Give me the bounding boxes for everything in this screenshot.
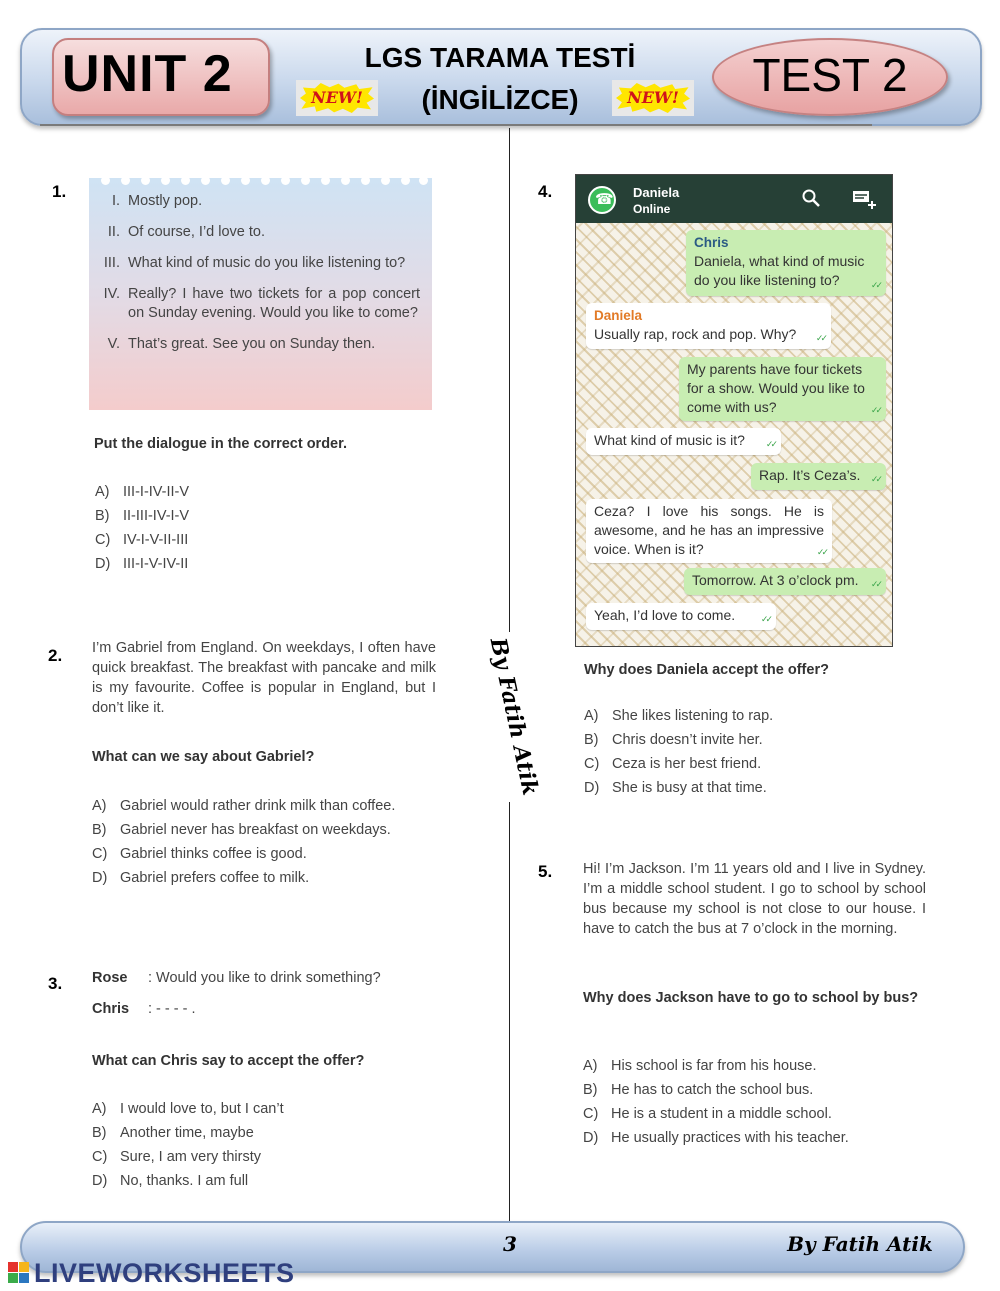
chat-message-received: Yeah, I’d love to come. ✓✓ xyxy=(586,603,776,630)
question-stem: Put the dialogue in the correct order. xyxy=(94,436,347,452)
search-icon xyxy=(802,189,820,207)
header-underline xyxy=(40,124,872,126)
answer-options xyxy=(583,1054,849,1150)
answer-option[interactable]: B) Chris doesn’t invite her. xyxy=(584,732,763,748)
dialogue-line: V. That’s great. See you on Sunday then. xyxy=(107,336,376,352)
answer-options xyxy=(92,794,395,890)
question-stem: What can we say about Gabriel? xyxy=(92,749,315,765)
answer-option[interactable]: A) His school is far from his house. xyxy=(583,1058,817,1074)
answer-option[interactable]: B) Another time, maybe xyxy=(92,1125,254,1141)
liveworksheets-logo-icon xyxy=(8,1262,30,1284)
answer-option[interactable]: D) Gabriel prefers coffee to milk. xyxy=(92,870,310,886)
read-ticks-icon: ✓✓ xyxy=(870,405,880,415)
unit-label: UNIT 2 xyxy=(62,45,233,103)
answer-option[interactable]: C) IV-I-V-II-III xyxy=(95,532,189,548)
chat-message-received: Daniela Usually rap, rock and pop. Why? ✓✓ xyxy=(586,303,831,349)
answer-option[interactable]: B) Gabriel never has breakfast on weekdays. xyxy=(92,822,391,838)
chat-header xyxy=(576,175,893,223)
read-ticks-icon: ✓✓ xyxy=(760,614,770,624)
answer-option[interactable]: C) Sure, I am very thirsty xyxy=(92,1149,262,1165)
answer-option[interactable]: D) No, thanks. I am full xyxy=(92,1173,249,1189)
new-badge-label: NEW! xyxy=(627,88,679,107)
chat-message-sent: Rap. It’s Ceza’s. ✓✓ xyxy=(751,463,886,490)
read-ticks-icon: ✓✓ xyxy=(815,333,825,343)
question-number: 2. xyxy=(48,646,63,665)
answer-options xyxy=(92,1097,284,1193)
page-number: 3 xyxy=(503,1232,517,1256)
answer-option[interactable]: B) II-III-IV-I-V xyxy=(95,508,190,524)
read-ticks-icon: ✓✓ xyxy=(870,579,880,589)
new-badge-left xyxy=(296,80,378,116)
chat-message-received: Ceza? I love his songs. He is awesome, and he has an impressive voice. When is it? ✓✓ xyxy=(586,499,832,563)
question-number: 3. xyxy=(48,974,63,993)
test-subtitle: (İNGİLİZCE) xyxy=(421,84,579,115)
answer-option[interactable]: C) He is a student in a middle school. xyxy=(583,1106,832,1122)
dialogue-lines xyxy=(98,192,420,366)
answer-option[interactable]: B) He has to catch the school bus. xyxy=(583,1082,814,1098)
whatsapp-icon xyxy=(588,186,616,214)
question-number: 5. xyxy=(538,862,553,881)
author-signature-vertical: By Fatih Atik xyxy=(484,635,544,798)
question-stem: Why does Daniela accept the offer? xyxy=(584,662,829,678)
chat-messages xyxy=(576,223,893,647)
answer-option[interactable]: D) He usually practices with his teacher. xyxy=(583,1130,849,1146)
read-ticks-icon: ✓✓ xyxy=(870,474,880,484)
reading-passage: Hi! I’m Jackson. I’m 11 years old and I live in Sydney. I’m a middle school student. I go to school by school bus because my school is not close to our house. I have to catch the bus at 7 o’clock in the morning. xyxy=(583,861,926,937)
chat-contact-name: Daniela xyxy=(633,185,680,200)
chat-message-sent: Chris Daniela, what kind of music do you like listening to? ✓✓ xyxy=(686,230,886,296)
read-ticks-icon: ✓✓ xyxy=(870,280,880,290)
question-number: 4. xyxy=(538,182,553,201)
chat-message-received: What kind of music is it? ✓✓ xyxy=(586,428,781,455)
dialogue-line: Rose : Would you like to drink something? xyxy=(92,970,381,986)
dialogue-line: Chris : - - - - . xyxy=(92,1001,196,1017)
whatsapp-chat xyxy=(575,174,893,647)
answer-option[interactable]: A) I would love to, but I can’t xyxy=(92,1101,284,1117)
dialogue-line: I. Mostly pop. xyxy=(111,193,203,209)
chat-message-sent: Tomorrow. At 3 o’clock pm. ✓✓ xyxy=(684,568,886,595)
answer-option[interactable]: A) Gabriel would rather drink milk than coffee. xyxy=(92,798,396,814)
question-stem: Why does Jackson have to go to school by bus? xyxy=(583,990,919,1006)
read-ticks-icon: ✓✓ xyxy=(765,439,775,449)
answer-option[interactable]: D) III-I-V-IV-II xyxy=(95,556,189,572)
dialogue-line: IV. Really? I have two tickets for a pop concert on Sunday evening. Would you like to come? xyxy=(103,286,420,321)
reading-passage: I’m Gabriel from England. On weekdays, I often have quick breakfast. The breakfast with pancake and milk is my favourite. Coffee is popular in England, but I don’t like it. xyxy=(92,640,436,716)
answer-options xyxy=(95,480,189,576)
note-binding-holes xyxy=(89,176,432,186)
answer-option[interactable]: A) III-I-IV-II-V xyxy=(95,484,190,500)
read-ticks-icon: ✓✓ xyxy=(816,547,826,557)
chat-message-sent: My parents have four tickets for a show. Would you like to come with us? ✓✓ xyxy=(679,357,886,421)
question-number: 1. xyxy=(52,182,67,201)
new-badge-label: NEW! xyxy=(311,88,363,107)
dialogue-line: II. Of course, I’d love to. xyxy=(107,224,266,240)
new-badge-right xyxy=(612,80,694,116)
test-number-label: TEST 2 xyxy=(752,49,908,101)
author-signature: By Fatih Atik xyxy=(787,1232,933,1256)
new-chat-icon xyxy=(852,189,876,209)
question-stem: What can Chris say to accept the offer? xyxy=(92,1053,365,1069)
chat-contact-status: Online xyxy=(633,202,671,216)
dialogue-line: III. What kind of music do you like listening to? xyxy=(103,255,406,271)
answer-options xyxy=(584,704,773,800)
answer-option[interactable]: C) Ceza is her best friend. xyxy=(584,756,762,772)
answer-option[interactable]: C) Gabriel thinks coffee is good. xyxy=(92,846,307,862)
liveworksheets-brand[interactable]: LIVEWORKSHEETS xyxy=(34,1258,295,1288)
answer-option[interactable]: D) She is busy at that time. xyxy=(584,780,767,796)
test-title: LGS TARAMA TESTİ xyxy=(364,42,636,73)
answer-option[interactable]: A) She likes listening to rap. xyxy=(584,708,774,724)
